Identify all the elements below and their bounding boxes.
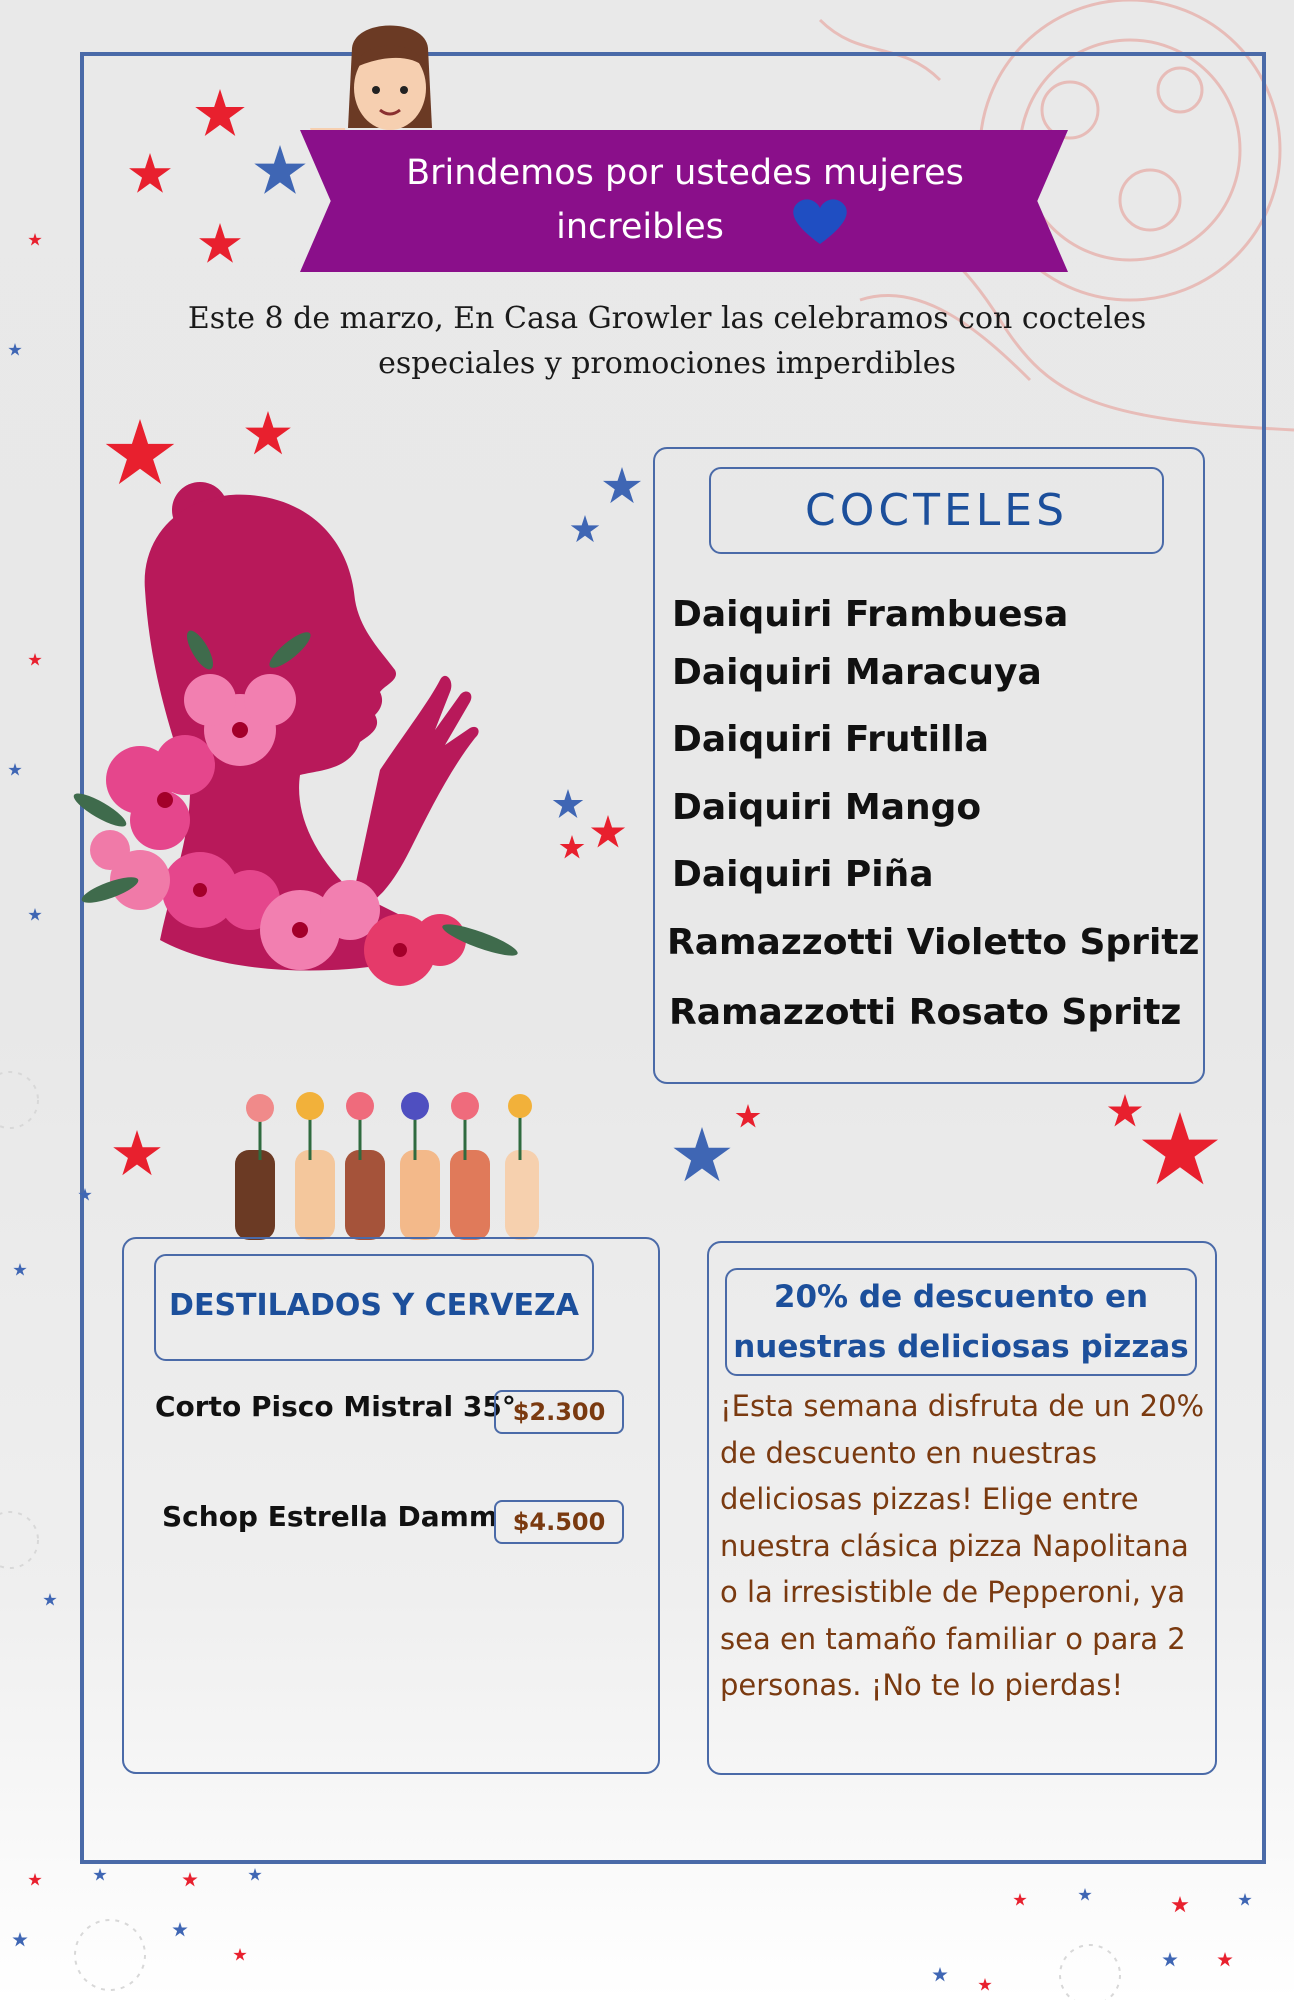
promo-title [725, 1268, 1197, 1376]
promo-line: o la irresistible de Pepperoni, ya [720, 1575, 1186, 1609]
cocktail-item: Daiquiri Maracuya [672, 652, 1042, 693]
cocktail-item: Daiquiri Mango [672, 787, 982, 828]
price-badge: $2.300 [494, 1390, 624, 1434]
promo-line: sea en tamaño familiar o para 2 [720, 1621, 1186, 1656]
promo-title-line-2: nuestras deliciosas pizzas [733, 1329, 1189, 1365]
banner-line-2: increibles [556, 207, 724, 247]
intro-line-2: especiales y promociones imperdibles [378, 346, 956, 381]
promo-title-line-1: 20% de descuento en [773, 1279, 1149, 1315]
promo-line: deliciosas pizzas! Elige entre [720, 1482, 1139, 1516]
destilados-title: DESTILADOS Y CERVEZA [154, 1254, 594, 1361]
intro-line-1: Este 8 de marzo, En Casa Growler las celebramos con cocteles [187, 301, 1147, 336]
promo-line: personas. ¡No te lo pierdas! [720, 1668, 1124, 1702]
price-badge: $4.500 [494, 1500, 624, 1544]
banner-line-1: Brindemos por ustedes mujeres [406, 153, 964, 193]
cocteles-title: COCTELES [709, 467, 1164, 554]
cocktail-item: Ramazzotti Violetto Spritz [667, 922, 1200, 963]
promo-line: de descuento en nuestras [720, 1435, 1098, 1470]
promo-description [720, 1383, 1210, 1709]
menu-item-name: Schop Estrella Damm [162, 1500, 499, 1533]
promo-line: ¡Esta semana disfruta de un 20% [720, 1389, 1205, 1423]
cocktail-item: Daiquiri Frambuesa [672, 594, 1069, 635]
cocktail-item: Daiquiri Frutilla [672, 719, 990, 760]
cocktail-item: Daiquiri Piña [672, 854, 934, 895]
cocktail-item: Ramazzotti Rosato Spritz [669, 992, 1182, 1033]
menu-item-name: Corto Pisco Mistral 35° [155, 1390, 516, 1423]
promo-line: nuestra clásica pizza Napolitana [720, 1528, 1189, 1563]
